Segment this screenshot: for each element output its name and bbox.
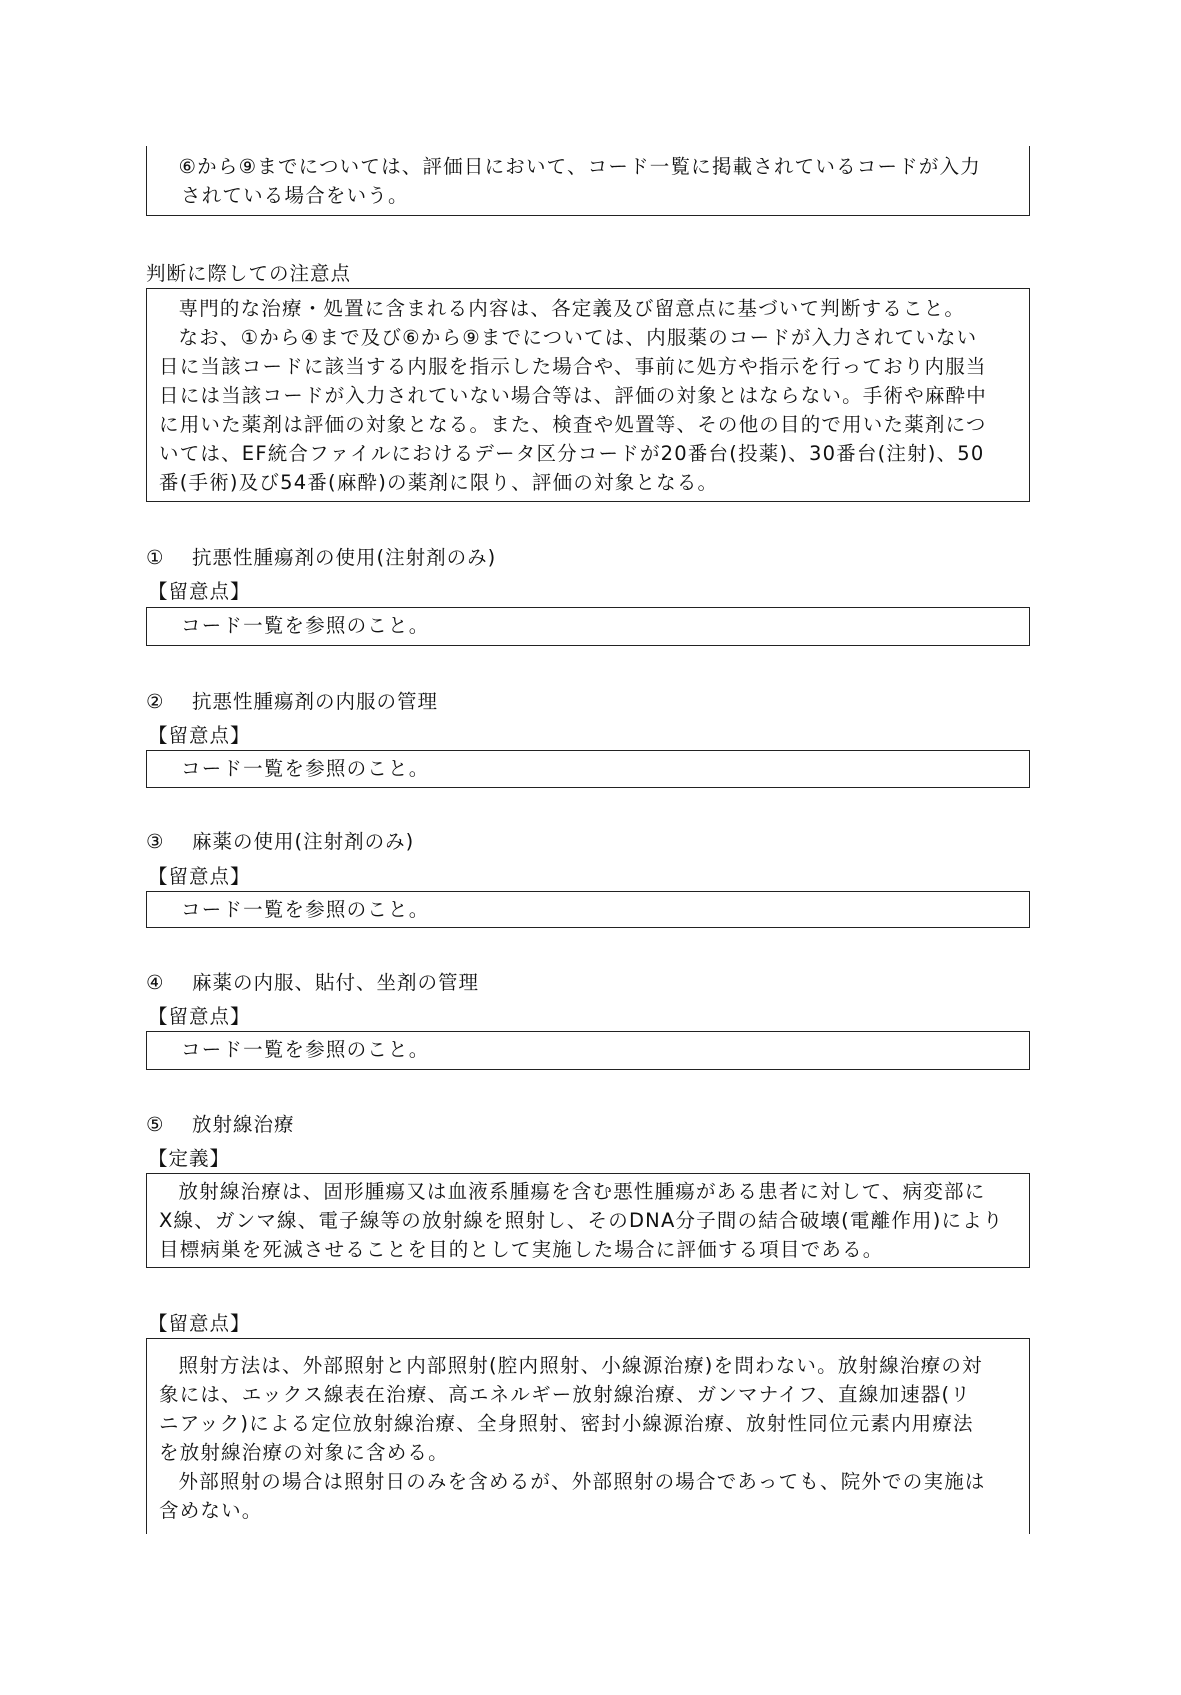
caution-line: 日に当該コードに該当する内服を指示した場合や、事前に処方や指示を行っており内服当 bbox=[159, 355, 987, 378]
top-note-line: ⑥から⑨までについては、評価日において、コード一覧に掲載されているコードが入力 bbox=[178, 155, 981, 178]
item-note-label: 【留意点】 bbox=[148, 865, 251, 888]
caution-heading: 判断に際しての注意点 bbox=[146, 262, 352, 285]
item-number: ① bbox=[146, 546, 165, 569]
radiation-heading bbox=[146, 1109, 295, 1137]
item-title: 麻薬の使用(注射剤のみ) bbox=[192, 830, 415, 853]
radiation-note-line: を放射線治療の対象に含める。 bbox=[159, 1441, 449, 1464]
top-note-line: されている場合をいう。 bbox=[181, 184, 409, 207]
item-number: ④ bbox=[146, 971, 165, 994]
radiation-note-line: 象には、エックス線表在治療、高エネルギー放射線治療、ガンマナイフ、直線加速器(リ bbox=[159, 1383, 972, 1406]
item-heading bbox=[146, 686, 438, 714]
item-number: ② bbox=[146, 690, 165, 713]
item-heading bbox=[146, 542, 496, 570]
radiation-definition-line: 目標病巣を死滅させることを目的として実施した場合に評価する項目である。 bbox=[159, 1238, 884, 1261]
item-note-text: コード一覧を参照のこと。 bbox=[181, 898, 430, 921]
radiation-note-label: 【留意点】 bbox=[148, 1312, 251, 1335]
caution-line: いては、EF統合ファイルにおけるデータ区分コードが20番台(投薬)、30番台(注射)、50 bbox=[159, 442, 985, 465]
radiation-note-line: 外部照射の場合は照射日のみを含めるが、外部照射の場合であっても、院外での実施は bbox=[178, 1470, 986, 1493]
caution-line: 専門的な治療・処置に含まれる内容は、各定義及び留意点に基づいて判断すること。 bbox=[178, 297, 966, 320]
radiation-definition-box bbox=[146, 1173, 1030, 1268]
item-note-box bbox=[146, 1031, 1030, 1070]
item-note-box bbox=[146, 891, 1030, 928]
item-number: ③ bbox=[146, 830, 165, 853]
item-heading bbox=[146, 967, 479, 995]
caution-line: に用いた薬剤は評価の対象となる。また、検査や処置等、その他の目的で用いた薬剤につ bbox=[159, 413, 987, 436]
radiation-definition-line: 放射線治療は、固形腫瘍又は血液系腫瘍を含む悪性腫瘍がある患者に対して、病変部に bbox=[178, 1180, 986, 1203]
radiation-note-line: 照射方法は、外部照射と内部照射(腔内照射、小線源治療)を問わない。放射線治療の対 bbox=[178, 1354, 983, 1377]
item-note-label: 【留意点】 bbox=[148, 580, 251, 603]
item-note-text: コード一覧を参照のこと。 bbox=[181, 1038, 430, 1061]
radiation-definition-line: X線、ガンマ線、電子線等の放射線を照射し、そのDNA分子間の結合破壊(電離作用)により bbox=[159, 1209, 1004, 1232]
radiation-note-box bbox=[146, 1338, 1030, 1534]
item-heading bbox=[146, 826, 414, 854]
caution-line: なお、①から④まで及び⑥から⑨までについては、内服薬のコードが入力されていない bbox=[178, 326, 978, 349]
top-note-box bbox=[146, 146, 1030, 216]
caution-line: 番(手術)及び54番(麻酔)の薬剤に限り、評価の対象となる。 bbox=[159, 471, 719, 494]
item-note-text: コード一覧を参照のこと。 bbox=[181, 614, 430, 637]
caution-line: 日には当該コードが入力されていない場合等は、評価の対象とはならない。手術や麻酔中 bbox=[159, 384, 988, 407]
caution-box bbox=[146, 288, 1030, 502]
radiation-title: 放射線治療 bbox=[192, 1113, 295, 1136]
radiation-note-line: 含めない。 bbox=[159, 1499, 263, 1522]
item-note-label: 【留意点】 bbox=[148, 724, 251, 747]
radiation-number: ⑤ bbox=[146, 1113, 165, 1136]
item-note-box bbox=[146, 607, 1030, 646]
radiation-definition-label: 【定義】 bbox=[148, 1147, 231, 1170]
item-note-text: コード一覧を参照のこと。 bbox=[181, 757, 430, 780]
item-note-label: 【留意点】 bbox=[148, 1005, 251, 1028]
item-title: 抗悪性腫瘍剤の使用(注射剤のみ) bbox=[192, 546, 497, 569]
item-title: 麻薬の内服、貼付、坐剤の管理 bbox=[192, 971, 480, 994]
item-title: 抗悪性腫瘍剤の内服の管理 bbox=[192, 690, 439, 713]
radiation-note-line: ニアック)による定位放射線治療、全身照射、密封小線源治療、放射性同位元素内用療法 bbox=[159, 1412, 974, 1435]
item-note-box bbox=[146, 750, 1030, 788]
